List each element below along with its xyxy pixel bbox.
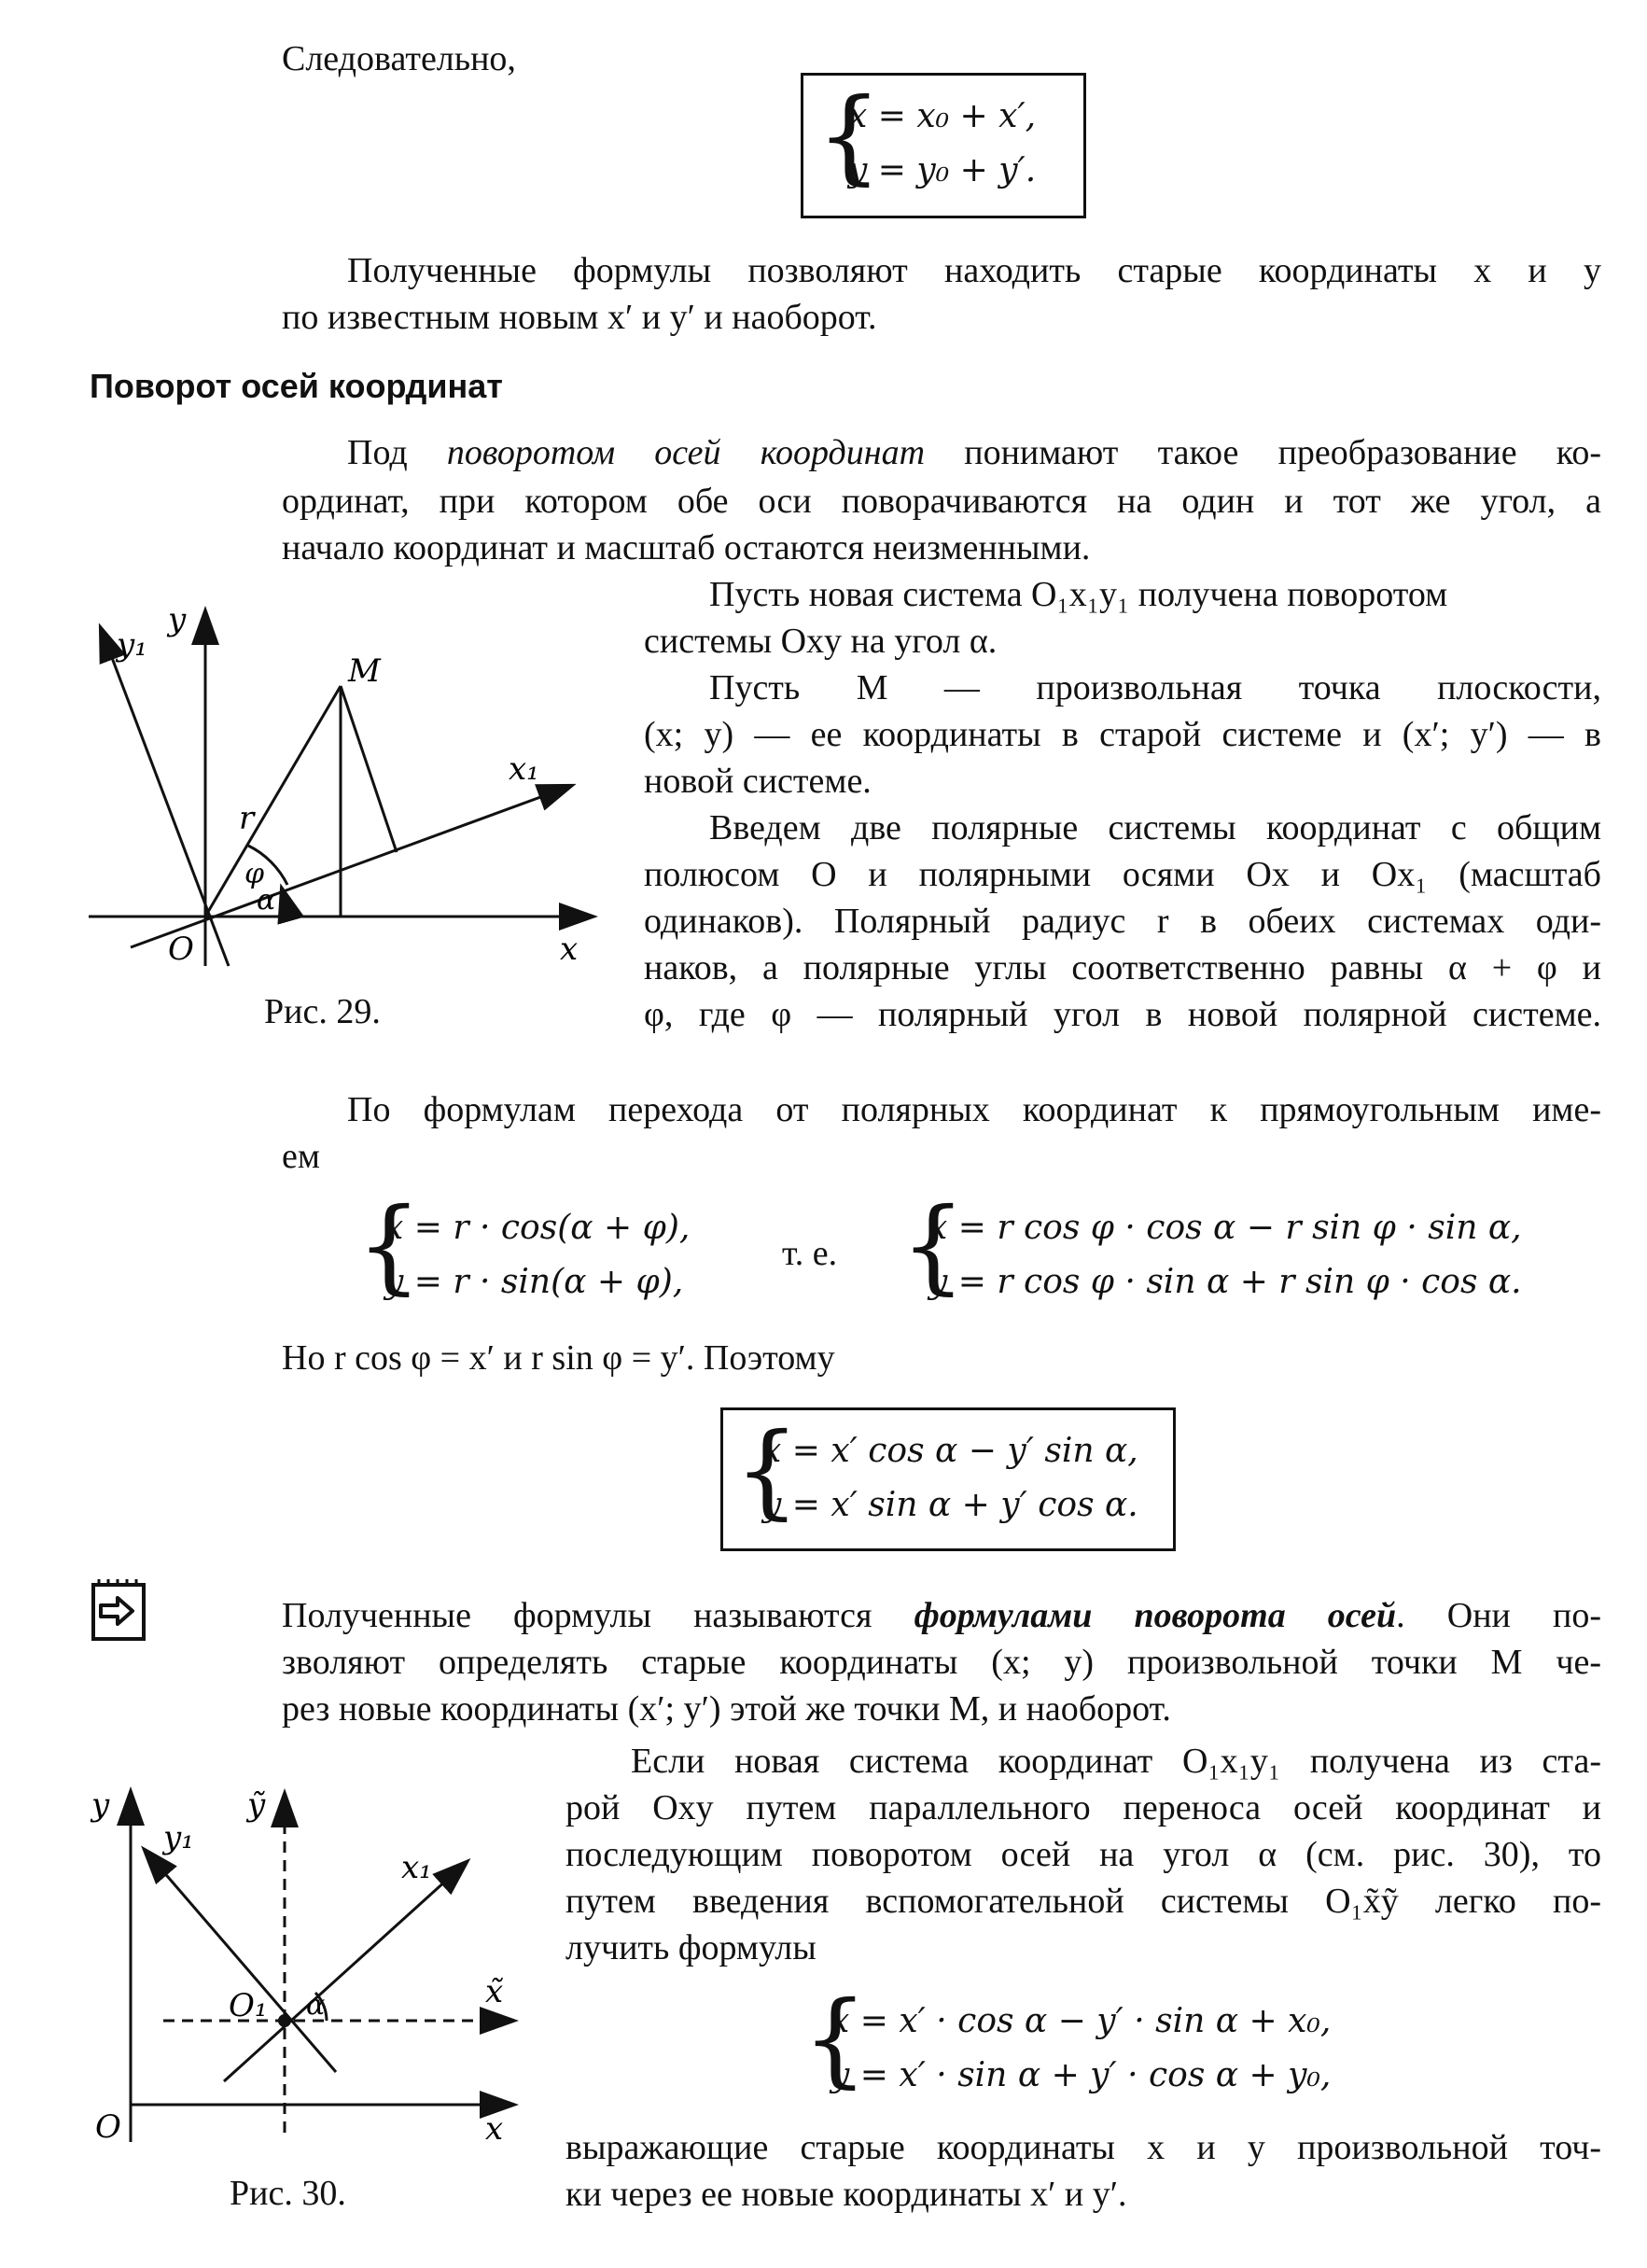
paragraph-line: Полученные формулы позволяют находить старые координаты x и y (347, 251, 1601, 290)
paragraph-line: по известным новым x′ и y′ и наоборот. (282, 298, 877, 337)
paragraph-line: одинаков). Полярный радиус r в обеих системах оди- (644, 902, 1601, 941)
paragraph-line: наков, а полярные углы соответственно равны α + φ и (644, 948, 1601, 987)
paragraph-line: рой Oxy путем параллельного переноса осей координат и (565, 1788, 1601, 1827)
label-O1: O₁ (229, 1987, 268, 2024)
formula-line: y = r · sin(α + φ), (384, 1263, 684, 1301)
paragraph-line: новой системе. (644, 762, 872, 801)
brace: { (356, 1185, 422, 1305)
paragraph-line: ки через ее новые координаты x′ и y′. (565, 2175, 1127, 2214)
label-alpha: α (306, 1989, 326, 2022)
formula-line: x = x′ cos α − y′ sin α, (762, 1432, 1138, 1470)
label-y: y (91, 1786, 110, 1824)
label-x1: x₁ (401, 1849, 432, 1886)
text-run: . Они по- (1396, 1596, 1601, 1635)
figure-caption: Рис. 30. (230, 2174, 346, 2213)
label-r: r (239, 800, 255, 837)
paragraph-line: путем введения вспомогательной системы O₁x̃ỹ легко по- (565, 1882, 1601, 1921)
term-rotation-formulas: формулами поворота осей (914, 1596, 1397, 1635)
emphasis-term: поворотом осей координат (446, 433, 926, 472)
section-heading: Поворот осей координат (90, 367, 503, 405)
figure-30 (75, 1773, 541, 2147)
label-y-tilde: ỹ (247, 1786, 266, 1824)
paragraph-line: лучить формулы (565, 1928, 817, 1967)
paragraph-line: последующим поворотом осей на угол α (см. рис. 30), то (565, 1835, 1601, 1874)
label-O: O (168, 931, 194, 968)
paragraph-line: зволяют определять старые координаты (x; y) произвольной точки M че- (282, 1643, 1601, 1682)
paragraph-line: выражающие старые координаты x и y произвольной точ- (565, 2128, 1601, 2167)
label-x: x (485, 2110, 504, 2147)
paragraph-line: ординат, при котором обе оси поворачиваются на один и тот же угол, а (282, 482, 1601, 521)
text-run: Под (347, 433, 447, 472)
formula-line: y = x′ · sin α + y′ · cos α + y₀, (830, 2056, 1332, 2094)
label-x1: x₁ (509, 750, 539, 788)
brace: { (803, 1979, 868, 2098)
x1-axis (224, 1862, 467, 2081)
boxed-translation-formula (801, 73, 1086, 218)
paragraph-line: системы Oxy на угол α. (644, 622, 998, 661)
formula-line: x = r · cos(α + φ), (384, 1209, 691, 1247)
formula-line: y = y₀ + y′. (848, 151, 1037, 189)
system-polar (356, 1185, 748, 1316)
figure-caption: Рис. 29. (264, 992, 381, 1031)
brace: { (734, 1410, 800, 1530)
paragraph-line: Если новая система координат O₁x₁y₁ получена из ста- (631, 1742, 1601, 1781)
y1-axis (145, 1850, 336, 2072)
x1-axis (131, 786, 571, 947)
label-x-tilde: x̃ (485, 1973, 504, 2010)
label-M: M (348, 652, 381, 690)
label-y: y (168, 601, 187, 638)
label-O: O (95, 2108, 121, 2146)
formula-line: y = x′ sin α + y′ cos α. (762, 1486, 1138, 1524)
paragraph-line: Пусть новая система O₁x₁y₁ получена поворотом (709, 575, 1448, 614)
formula-line: x = x′ · cos α − y′ · sin α + x₀, (830, 2002, 1332, 2040)
alpha-arc (282, 889, 285, 917)
system-general (803, 1979, 1596, 2109)
formula-line: x = x₀ + x′, (848, 97, 1037, 135)
perpendicular-to-x1 (341, 686, 397, 852)
paragraph-line: Введем две полярные системы координат с общим (709, 808, 1601, 847)
label-y1: y₁ (163, 1819, 194, 1856)
text-run: понимают такое преобразование ко- (925, 433, 1601, 472)
ie-text: т. е. (782, 1234, 838, 1273)
paragraph-line: рез новые координаты (x′; y′) этой же точки M, и наоборот. (282, 1689, 1171, 1729)
consequently-text: Следовательно, (282, 39, 516, 78)
formula-line: y = r cos φ · sin α + r sin φ · cos α. (928, 1263, 1522, 1301)
paragraph-line: (x; y) — ее координаты в старой системе и (x′; y′) — в (644, 715, 1601, 754)
definition-marker-icon (90, 1577, 149, 1645)
boxed-rotation-formula (720, 1407, 1176, 1551)
paragraph-line: полюсом O и полярными осями Ox и Ox₁ (масштаб (644, 855, 1601, 894)
brace: { (900, 1185, 966, 1305)
paragraph-line: По формулам перехода от полярных координат к прямоугольным име- (347, 1090, 1601, 1129)
paragraph-line: начало координат и масштаб остаются неизменными. (282, 528, 1091, 567)
paragraph-line: Но r cos φ = x′ и r sin φ = y′. Поэтому (282, 1338, 835, 1378)
radius-line (205, 686, 341, 917)
label-phi: φ (244, 858, 265, 890)
formula-line: x = r cos φ · cos α − r sin φ · sin α, (928, 1209, 1522, 1247)
origin-O1-dot (278, 2014, 291, 2027)
figure-29 (75, 588, 616, 980)
paragraph-line: φ, где φ — полярный угол в новой полярной системе. (644, 995, 1601, 1034)
label-x: x (560, 931, 579, 968)
paragraph-line (347, 429, 1601, 476)
label-alpha: α (257, 884, 276, 917)
paragraph-line (282, 1592, 1601, 1639)
brace: { (817, 76, 882, 195)
system-expanded (900, 1185, 1610, 1316)
text-run: Полученные формулы называются (282, 1596, 914, 1635)
paragraph-line: Пусть M — произвольная точка плоскости, (709, 668, 1601, 707)
label-y1: y₁ (117, 626, 147, 664)
paragraph-line: ем (282, 1137, 320, 1176)
